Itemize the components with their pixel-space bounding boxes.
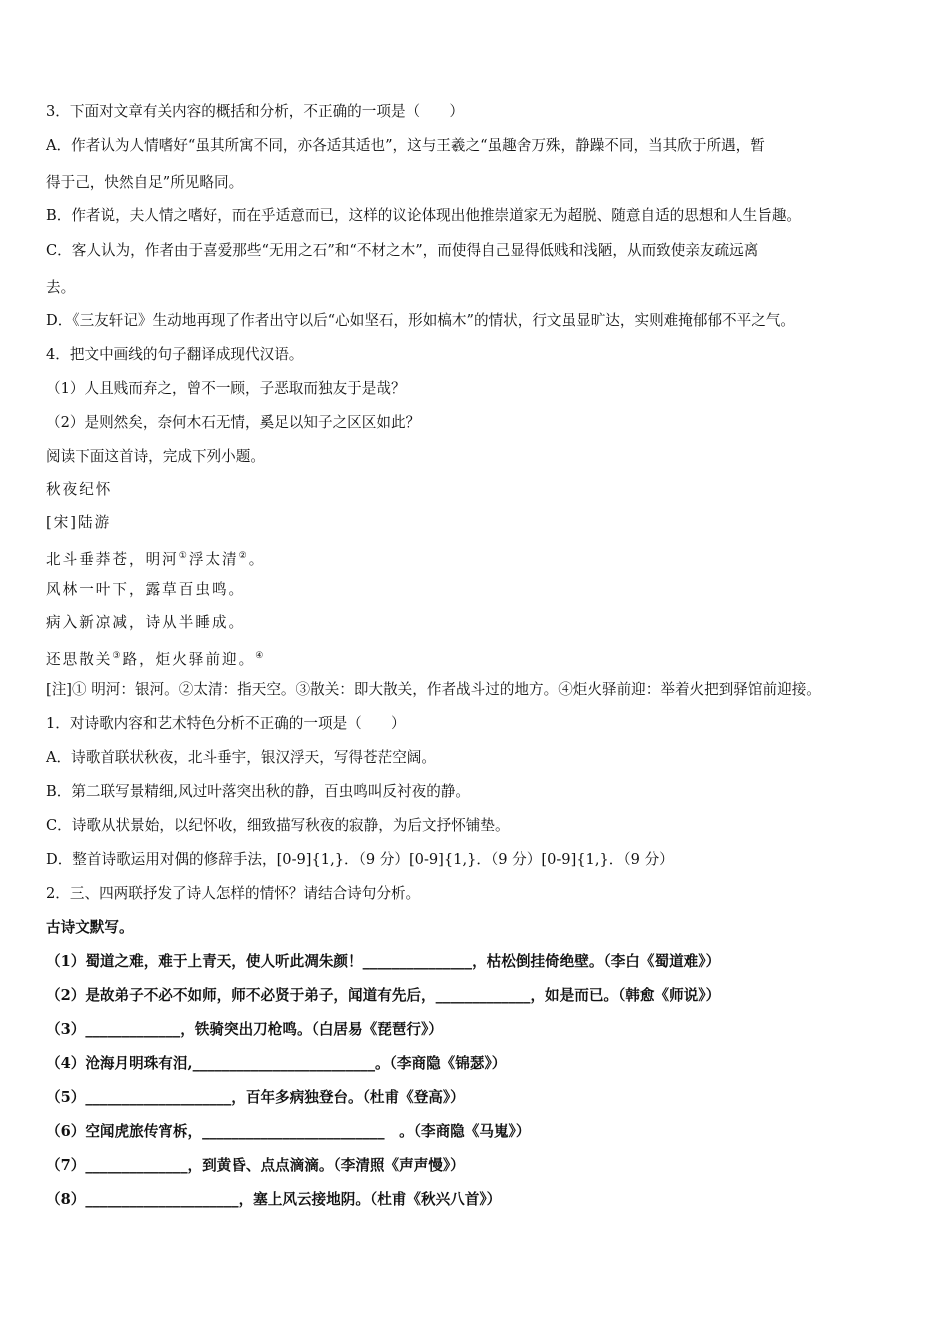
poem-question-1-stem: 1．对诗歌内容和艺术特色分析不正确的一项是（ ） <box>46 715 406 732</box>
question-3-option-a-line-2: 得于己，快然自足”所见略同。 <box>46 174 244 191</box>
poem-question-1-option-c: C．诗歌从状景始，以纪怀收，细致描写秋夜的寂静，为后文抒怀铺垫。 <box>46 817 510 834</box>
poem-line-4-text-b: 路，炬火驿前迎。 <box>122 650 256 668</box>
footnote-marker-3: ③ <box>112 651 123 661</box>
dictation-item-3: （3）_____________，铁骑突出刀枪鸣。（白居易《琵琶行》） <box>46 1021 443 1038</box>
poem-notes: [注]① 明河：银河。②太清：指天空。③散关：即大散关，作者战斗过的地方。④炬火驿前迎：举着火把到驿馆前迎接。 <box>46 681 821 698</box>
dictation-item-8: （8）_____________________，塞上风云接地阴。（杜甫《秋兴八首》） <box>46 1191 502 1208</box>
question-3-option-b: B．作者说，夫人情之嗜好，而在乎适意而已，这样的议论体现出他推崇道家无为超脱、随意自适的思想和人生旨趣。 <box>46 207 802 224</box>
poem-line-1 <box>46 546 930 570</box>
question-3-option-c-line-2: 去。 <box>46 279 76 296</box>
poem-intro: 阅读下面这首诗，完成下列小题。 <box>46 448 265 465</box>
dictation-item-5: （5）____________________，百年多病独登台。（杜甫《登高》） <box>46 1089 465 1106</box>
dictation-item-7: （7）______________，到黄昏、点点滴滴。（李清照《声声慢》） <box>46 1157 465 1174</box>
dictation-item-2: （2）是故弟子不必不如师，师不必贤于弟子，闻道有先后，_____________，如是而已。（韩愈《师说》） <box>46 987 721 1004</box>
question-3-option-a-line-1: A．作者认为人情嗜好“虽其所寓不同，亦各适其适也”，这与王羲之“虽趣舍万殊，静躁不同，当其欣于所遇，暂 <box>46 137 765 154</box>
poem-line-3: 病入新凉减，诗从半睡成。 <box>46 614 246 631</box>
question-4-sentence-2: （2）是则然矣，奈何木石无情，奚足以知子之区区如此？ <box>46 414 421 431</box>
poem-line-4-text-a: 还思散关 <box>46 650 113 668</box>
question-3-option-c-line-1: C．客人认为，作者由于喜爱那些“无用之石”和“不材之木”，而使得自己显得低贱和浅陋，从而致使亲友疏远离 <box>46 242 759 259</box>
dictation-item-6: （6）空闻虎旅传宵柝，_________________________ 。（李商隐《马嵬》） <box>46 1123 531 1140</box>
poem-title: 秋夜纪怀 <box>46 481 113 498</box>
footnote-marker-1: ① <box>178 551 189 561</box>
poem-question-1-option-d: D．整首诗歌运用对偶的修辞手法，[0-9]{1,}．（9 分）[0-9]{1,}．（9 分）[0-9]{1,}．（9 分） <box>46 851 674 868</box>
poem-line-1-text-a: 北斗垂莽苍，明河 <box>46 550 179 568</box>
poem-line-1-text-b: 浮太清 <box>188 550 239 568</box>
footnote-marker-4: ④ <box>255 651 266 661</box>
question-3-stem: 3．下面对文章有关内容的概括和分析，不正确的一项是（ ） <box>46 103 464 120</box>
question-4-stem: 4．把文中画线的句子翻译成现代汉语。 <box>46 346 304 363</box>
poem-question-1-option-b: B．第二联写景精细,风过叶落突出秋的静，百虫鸣叫反衬夜的静。 <box>46 783 470 800</box>
dictation-heading: 古诗文默写。 <box>46 919 134 936</box>
dictation-item-1: （1）蜀道之难，难于上青天，使人听此凋朱颜！_______________，枯松倒挂倚绝壁。（李白《蜀道难》） <box>46 953 721 970</box>
dictation-item-4: （4）沧海月明珠有泪,_________________________。（李商隐《锦瑟》） <box>46 1055 507 1072</box>
footnote-marker-2: ② <box>238 551 249 561</box>
question-3-option-d: D．《三友轩记》生动地再现了作者出守以后“心如坚石，形如槁木”的情状，行文虽显旷达，实则难掩郁郁不平之气。 <box>46 312 796 329</box>
question-4-sentence-1: （1）人且贱而弃之，曾不一顾，子恶取而独友于是哉？ <box>46 380 406 397</box>
poem-question-2-stem: 2．三、四两联抒发了诗人怎样的情怀？请结合诗句分析。 <box>46 885 421 902</box>
poem-line-4 <box>46 646 930 670</box>
poem-line-1-text-c: 。 <box>248 550 266 568</box>
poem-line-2: 风林一叶下，露草百虫鸣。 <box>46 581 246 598</box>
poem-author: [宋]陆游 <box>46 514 112 531</box>
poem-question-1-option-a: A．诗歌首联状秋夜，北斗垂宇，银汉浮天，写得苍茫空阔。 <box>46 749 436 766</box>
